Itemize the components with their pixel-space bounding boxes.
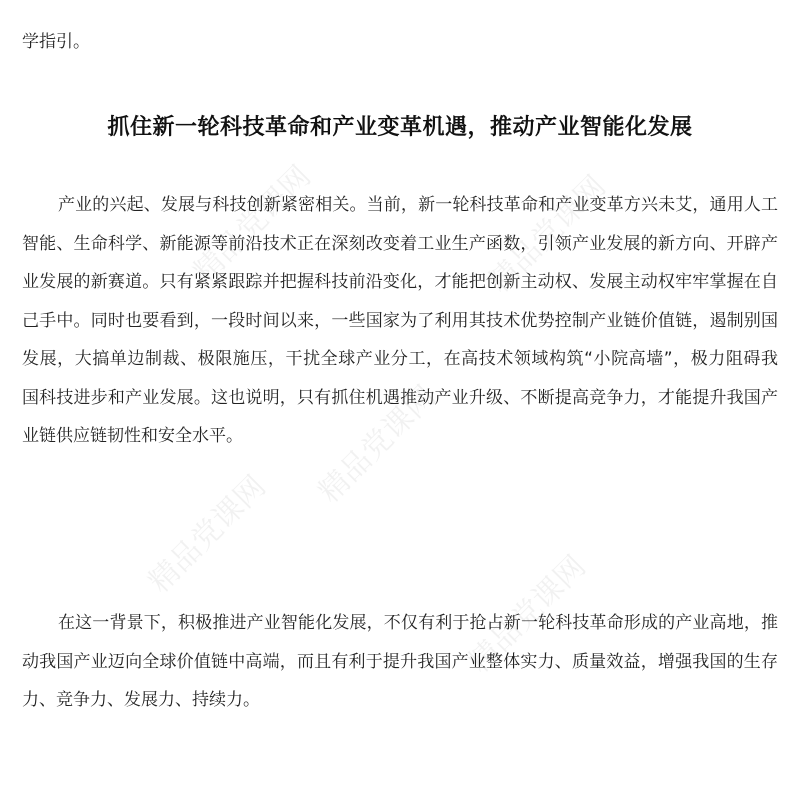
paragraph-line: 动我国产业迈向全球价值链中高端，而且有利于提升我国产业整体实力、质量效益，增强我国的生存	[22, 651, 778, 672]
paragraph-1	[22, 186, 778, 456]
watermark: 精品党课网	[142, 469, 273, 600]
paragraph-line: 智能、生命科学、新能源等前沿技术正在深刻改变着工业生产函数，引领产业发展的新方向、开辟产	[22, 233, 778, 254]
paragraph-line: 业发展的新赛道。只有紧紧跟踪并把握科技前沿变化，才能把创新主动权、发展主动权牢牢掌握在自	[22, 272, 778, 292]
watermark: 精品党课网	[187, 159, 318, 290]
watermark: 精品党课网	[462, 549, 593, 680]
previous-text-fragment: 学指引。	[22, 32, 90, 52]
section-heading: 抓住新一轮科技革命和产业变革机遇，推动产业智能化发展	[107, 115, 693, 140]
paragraph-line: 在这一背景下，积极推进产业智能化发展，不仅有利于抢占新一轮科技革命形成的产业高地，推	[58, 613, 778, 633]
watermark: 精品党课网	[482, 169, 613, 300]
paragraph-line: 发展，大搞单边制裁、极限施压，干扰全球产业分工，在高技术领域构筑“小院高墙”，极力阻碍我	[22, 349, 778, 369]
paragraph-line: 产业的兴起、发展与科技创新紧密相关。当前，新一轮科技革命和产业变革方兴未艾，通用人工	[58, 195, 778, 215]
paragraph-line: 国科技进步和产业发展。这也说明，只有抓住机遇推动产业升级、不断提高竞争力，才能提升我国产	[22, 387, 778, 408]
paragraph-line: 己手中。同时也要看到，一段时间以来，一些国家为了利用其技术优势控制产业链价值链，遏制别国	[22, 310, 778, 331]
watermark: 精品党课网	[312, 379, 443, 510]
paragraph-line: 力、竞争力、发展力、持续力。	[22, 690, 260, 710]
paragraph-2	[22, 604, 778, 720]
paragraph-line: 业链供应链韧性和安全水平。	[22, 426, 243, 446]
